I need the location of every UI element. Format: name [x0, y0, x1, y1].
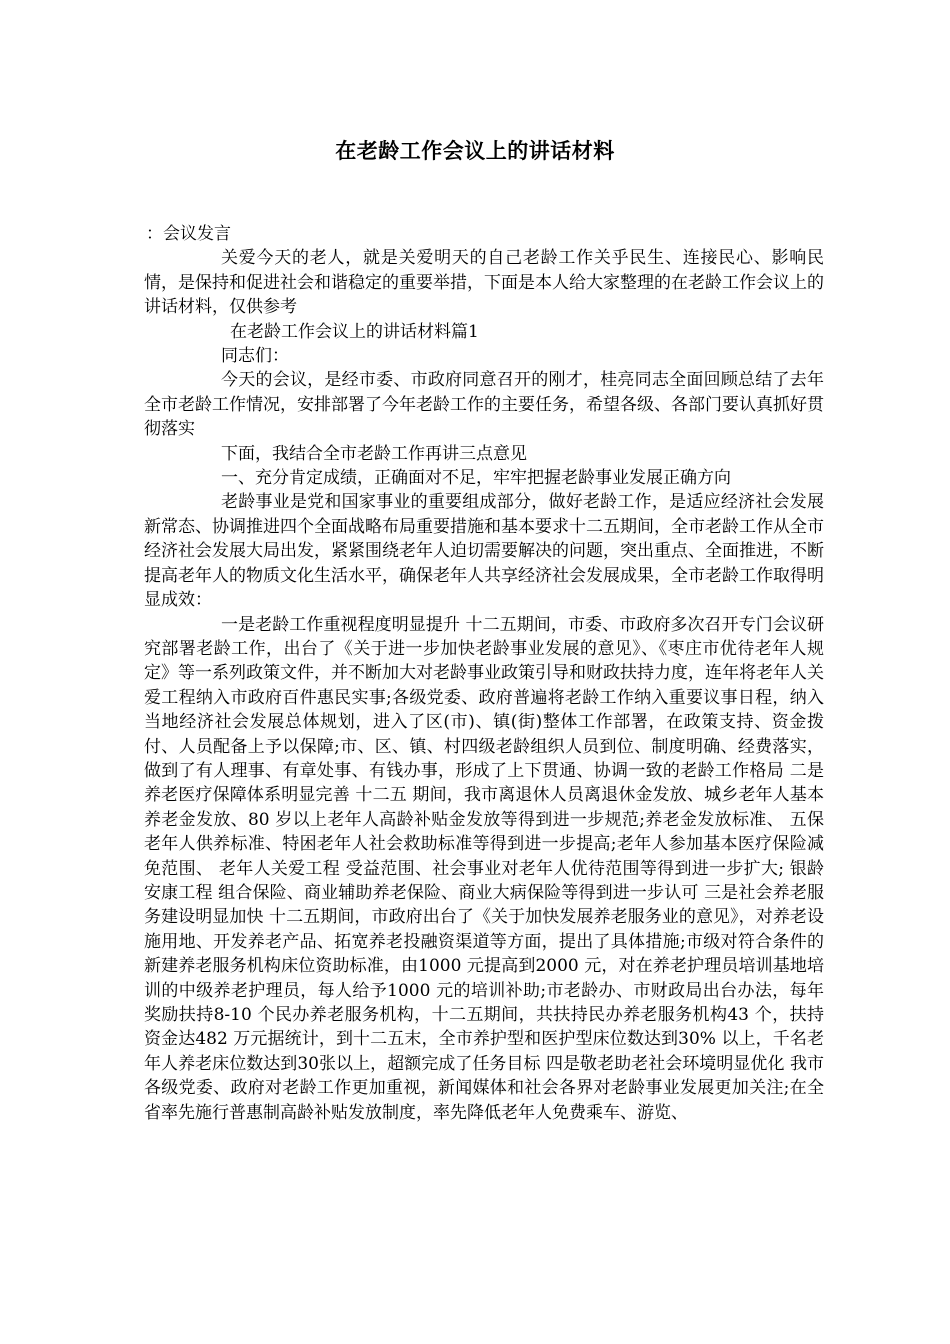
document-paragraph: 一、充分肯定成绩，正确面对不足，牢牢把握老龄事业发展正确方向 [221, 468, 731, 489]
document-body [144, 222, 824, 1125]
document-paragraph: ：会议发言 [146, 224, 231, 244]
document-paragraph: 在老龄工作会议上的讲话材料篇1 [230, 321, 479, 342]
document-paragraph: 下面，我结合全市老龄工作再讲三点意见 [221, 443, 527, 464]
document-paragraph: 一是老龄工作重视程度明显提升 十二五期间，市委、市政府多次召开专门会议研究部署老龄工作，出台了《关于进一步加快老龄事业发展的意见》、《枣庄市优待老年人规定》等一系列政策文件，并不断加大对老龄事业政策引导和财政扶持力度，连年将老年人关爱工程纳入市政府百件惠民实事;各级党委、政府普遍将老龄工作纳入重要议事日程，纳入当地经济社会发展总体规划，进入了区(市)、镇(街)整体工作部署，在政策支持、资金拨付、人员配备上予以保障;市、区、镇、村四级老龄组织人员到位、制度明确、经费落实，做到了有人理事、有章处事、有钱办事，形成了上下贯通、协调一致的老龄工作格局 二是养老医疗保障体系明显完善 十二五 期间，我市离退休人员离退休金发放、城乡老年人基本养老金发放、80 岁以上老年人高龄补贴金发放等得到进一步规范;养老金发放标准、 五保 老年人供养标准、特困老年人社会救助标准等得到进一步提高;老年人参加基本医疗保险减免范围、 老年人关爱工程 受益范围、社会事业对老年人优待范围等得到进一步扩大; 银龄安康工程 组合保险、商业辅助养老保险、商业大病保险等得到进一步认可 三是社会养老服务建设明显加快 十二五期间，市政府出台了《关于加快发展养老服务业的意见》，对养老设施用地、开发养老产品、拓宽养老投融资渠道等方面，提出了具体措施;市级对符合条件的新建养老服务机构床位资助标准，由1000 元提高到2000 元，对在养老护理员培训基地培训的中级养老护理员，每人给予1000 元的培训补助;市老龄办、市财政局出台办法，每年奖励扶持8-10 个民办养老服务机构，十二五期间，共扶持民办养老服务机构43 个，扶持资金达482 万元据统计，到十二五末，全市养护型和医护型床位数达到30% 以上，千名老年人养老床位数达到30张以上，超额完成了任务目标 四是敬老助老社会环境明显优化 我市各级党委、政府对老龄工作更加重视，新闻媒体和社会各界对老龄事业发展更加关注;在全省率先施行普惠制高龄补贴发放制度，率先降低老年人免费乘车、游览、 [144, 614, 824, 1123]
document-title: 在老龄工作会议上的讲话材料 [335, 138, 615, 163]
document-paragraph: 关爱今天的老人，就是关爱明天的自己老龄工作关乎民生、连接民心、影响民情，是保持和促进社会和谐稳定的重要举措，下面是本人给大家整理的在老龄工作会议上的讲话材料，仅供参考 [144, 248, 824, 318]
document-paragraph: 今天的会议，是经市委、市政府同意召开的刚才，桂亮同志全面回顾总结了去年全市老龄工作情况，安排部署了今年老龄工作的主要任务，希望各级、各部门要认真抓好贯彻落实 [144, 370, 824, 440]
document-paragraph: 同志们： [221, 346, 289, 367]
document-paragraph: 老龄事业是党和国家事业的重要组成部分，做好老龄工作，是适应经济社会发展新常态、协调推进四个全面战略布局重要措施和基本要求十二五期间，全市老龄工作从全市经济社会发展大局出发，紧紧围绕老年人迫切需要解决的问题，突出重点、全面推进，不断提高老年人的物质文化生活水平，确保老年人共享经济社会发展成果，全市老龄工作取得明显成效： [144, 492, 824, 611]
